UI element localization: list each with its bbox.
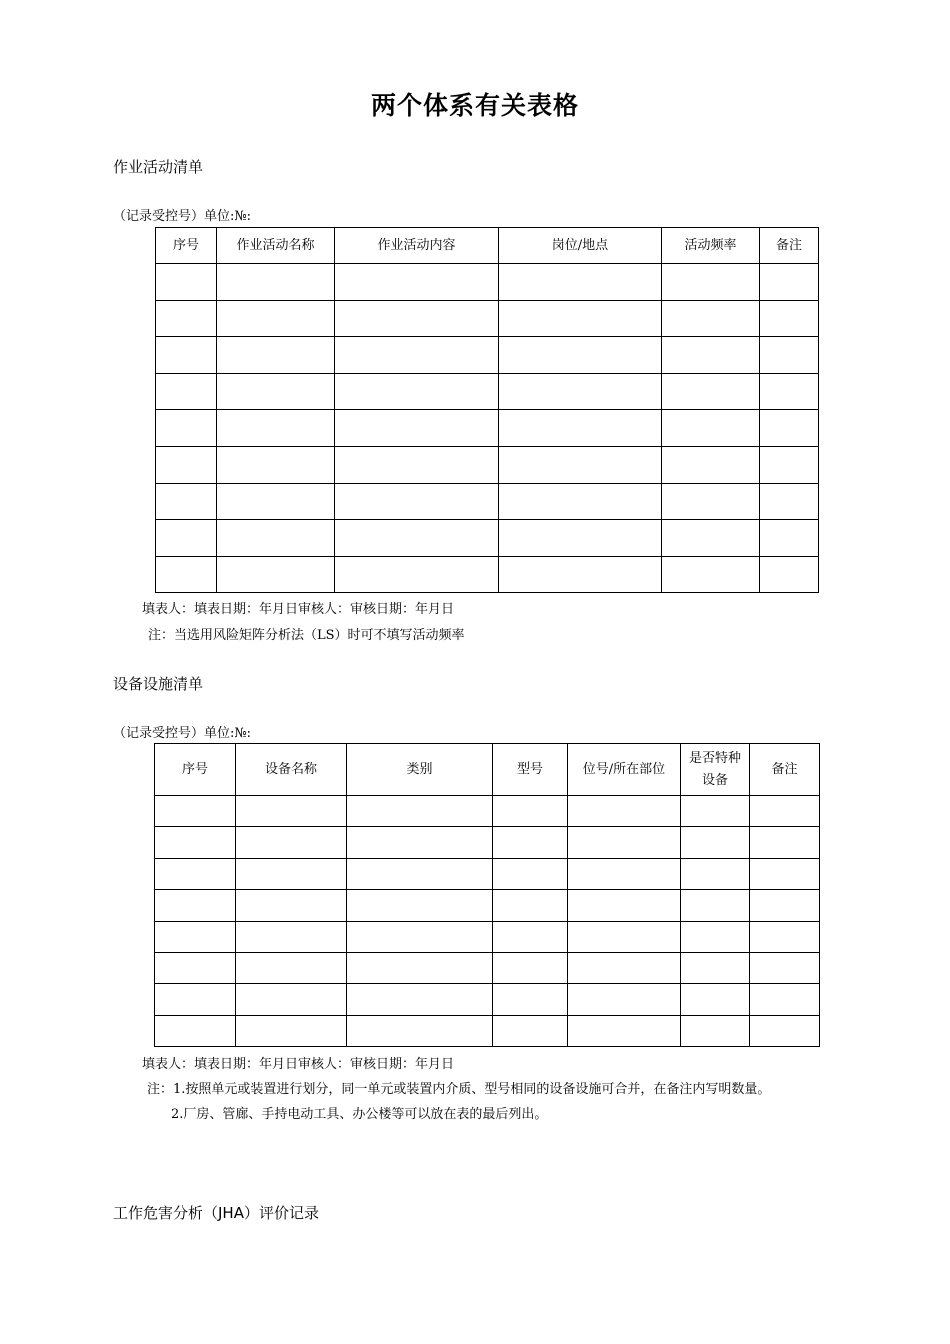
- table-cell[interactable]: [347, 1015, 493, 1046]
- column-header-post-location: 岗位/地点: [499, 228, 662, 264]
- table-cell[interactable]: [760, 337, 819, 374]
- table-cell[interactable]: [217, 264, 335, 301]
- table-cell[interactable]: [156, 373, 217, 410]
- table-cell[interactable]: [156, 446, 217, 483]
- column-header-activity-name: 作业活动名称: [217, 228, 335, 264]
- table-cell[interactable]: [156, 520, 217, 557]
- table-cell[interactable]: [156, 337, 217, 374]
- table-cell[interactable]: [760, 520, 819, 557]
- table-cell[interactable]: [335, 264, 499, 301]
- table-cell[interactable]: [499, 410, 662, 447]
- table-cell[interactable]: [217, 373, 335, 410]
- table-cell[interactable]: [681, 890, 750, 921]
- table-cell[interactable]: [347, 984, 493, 1015]
- table-row: [155, 796, 820, 827]
- table-cell[interactable]: [499, 373, 662, 410]
- table-cell[interactable]: [155, 952, 236, 983]
- column-header-equipment-name: 设备名称: [236, 744, 347, 796]
- table-cell[interactable]: [335, 520, 499, 557]
- column-header-category: 类别: [347, 744, 493, 796]
- special-equipment-label-line2: 设备: [701, 772, 728, 788]
- table-row: [155, 890, 820, 921]
- table-row: [155, 984, 820, 1015]
- table-cell[interactable]: [236, 1015, 347, 1046]
- table-cell[interactable]: [681, 827, 750, 858]
- table-cell[interactable]: [347, 858, 493, 889]
- table-cell[interactable]: [493, 921, 568, 952]
- table-cell[interactable]: [750, 796, 820, 827]
- table-cell[interactable]: [335, 337, 499, 374]
- table-cell[interactable]: [681, 984, 750, 1015]
- equipment-note-1: 注：1.按照单元或装置进行划分，同一单元或装置内介质、型号相同的设备设施可合并，在备注内写明数量。: [147, 1082, 771, 1097]
- table-cell[interactable]: [662, 446, 760, 483]
- table-row: [156, 373, 819, 410]
- table-cell[interactable]: [217, 410, 335, 447]
- table-cell[interactable]: [499, 446, 662, 483]
- table-cell[interactable]: [156, 483, 217, 520]
- equipment-list-table: [154, 743, 820, 1047]
- table-cell[interactable]: [499, 520, 662, 557]
- table-cell[interactable]: [568, 858, 681, 889]
- column-header-index: 序号: [156, 228, 217, 264]
- table-cell[interactable]: [499, 556, 662, 593]
- table-cell[interactable]: [760, 556, 819, 593]
- table-cell[interactable]: [236, 796, 347, 827]
- table-cell[interactable]: [568, 796, 681, 827]
- table-cell[interactable]: [217, 337, 335, 374]
- table-cell[interactable]: [662, 337, 760, 374]
- table-cell[interactable]: [760, 410, 819, 447]
- special-equipment-label-line1: 是否特种: [688, 750, 741, 766]
- table-cell[interactable]: [493, 890, 568, 921]
- table-cell[interactable]: [493, 1015, 568, 1046]
- table-cell[interactable]: [662, 483, 760, 520]
- table-cell[interactable]: [236, 858, 347, 889]
- table-cell[interactable]: [335, 446, 499, 483]
- table-row: [155, 952, 820, 983]
- table-cell[interactable]: [236, 984, 347, 1015]
- activity-record-line: （记录受控号）单位:№:: [113, 209, 252, 224]
- table-cell[interactable]: [335, 410, 499, 447]
- table-cell[interactable]: [760, 373, 819, 410]
- table-cell[interactable]: [499, 483, 662, 520]
- table-cell[interactable]: [347, 890, 493, 921]
- column-header-frequency: 活动频率: [662, 228, 760, 264]
- table-cell[interactable]: [568, 984, 681, 1015]
- table-cell[interactable]: [236, 827, 347, 858]
- table-cell[interactable]: [568, 827, 681, 858]
- table-cell[interactable]: [681, 858, 750, 889]
- table-cell[interactable]: [217, 446, 335, 483]
- table-cell[interactable]: [493, 796, 568, 827]
- table-cell[interactable]: [750, 890, 820, 921]
- table-row: [155, 827, 820, 858]
- table-cell[interactable]: [236, 890, 347, 921]
- table-cell[interactable]: [568, 952, 681, 983]
- table-cell[interactable]: [155, 858, 236, 889]
- table-cell[interactable]: [750, 921, 820, 952]
- table-row: [156, 300, 819, 337]
- jha-heading: 工作危害分析（JHA）评价记录: [113, 1204, 319, 1222]
- column-header-model: 型号: [493, 744, 568, 796]
- table-cell[interactable]: [750, 952, 820, 983]
- table-cell[interactable]: [681, 1015, 750, 1046]
- activity-signature-line: 填表人：填表日期：年月日审核人：审核日期：年月日: [142, 602, 455, 617]
- table-cell[interactable]: [155, 890, 236, 921]
- equipment-signature-line: 填表人：填表日期：年月日审核人：审核日期：年月日: [142, 1057, 455, 1072]
- table-cell[interactable]: [347, 796, 493, 827]
- table-row: [156, 483, 819, 520]
- table-cell[interactable]: [217, 556, 335, 593]
- equipment-note-2: 2.厂房、管廊、手持电动工具、办公楼等可以放在表的最后列出。: [171, 1107, 548, 1122]
- table-cell[interactable]: [568, 1015, 681, 1046]
- page-title: 两个体系有关表格: [370, 91, 579, 120]
- table-row: [155, 858, 820, 889]
- table-row: [155, 1015, 820, 1046]
- table-row: [156, 264, 819, 301]
- table-cell[interactable]: [217, 520, 335, 557]
- table-cell[interactable]: [499, 337, 662, 374]
- table-row: [155, 921, 820, 952]
- table-cell[interactable]: [335, 556, 499, 593]
- table-cell[interactable]: [681, 796, 750, 827]
- column-header-index: 序号: [155, 744, 236, 796]
- table-cell[interactable]: [236, 921, 347, 952]
- table-cell[interactable]: [155, 921, 236, 952]
- table-cell[interactable]: [335, 300, 499, 337]
- table-header-row: [156, 228, 819, 264]
- table-cell[interactable]: [156, 300, 217, 337]
- equipment-list-heading: 设备设施清单: [113, 675, 204, 693]
- table-cell[interactable]: [499, 264, 662, 301]
- table-cell[interactable]: [335, 373, 499, 410]
- table-cell[interactable]: [493, 952, 568, 983]
- table-cell[interactable]: [662, 556, 760, 593]
- table-cell[interactable]: [493, 984, 568, 1015]
- table-cell[interactable]: [217, 483, 335, 520]
- table-cell[interactable]: [662, 520, 760, 557]
- table-cell[interactable]: [347, 952, 493, 983]
- table-cell[interactable]: [156, 410, 217, 447]
- table-row: [156, 520, 819, 557]
- table-cell[interactable]: [750, 858, 820, 889]
- table-cell[interactable]: [335, 483, 499, 520]
- table-cell[interactable]: [217, 300, 335, 337]
- column-header-activity-content: 作业活动内容: [335, 228, 499, 264]
- table-cell[interactable]: [760, 300, 819, 337]
- column-header-special-equipment: [681, 744, 750, 796]
- table-cell[interactable]: [493, 858, 568, 889]
- table-cell[interactable]: [760, 264, 819, 301]
- table-cell[interactable]: [681, 952, 750, 983]
- table-row: [156, 556, 819, 593]
- activity-note: 注：当选用风险矩阵分析法（LS）时可不填写活动频率: [148, 628, 465, 643]
- table-row: [156, 446, 819, 483]
- activity-list-heading: 作业活动清单: [113, 158, 204, 176]
- table-cell[interactable]: [750, 984, 820, 1015]
- table-cell[interactable]: [156, 264, 217, 301]
- table-cell[interactable]: [662, 373, 760, 410]
- table-cell[interactable]: [155, 984, 236, 1015]
- table-cell[interactable]: [662, 410, 760, 447]
- equipment-record-line: （记录受控号）单位:№:: [113, 726, 252, 741]
- table-cell[interactable]: [155, 1015, 236, 1046]
- table-cell[interactable]: [236, 952, 347, 983]
- table-cell[interactable]: [155, 827, 236, 858]
- table-cell[interactable]: [347, 827, 493, 858]
- table-cell[interactable]: [156, 556, 217, 593]
- column-header-remarks: 备注: [760, 228, 819, 264]
- table-header-row: [155, 744, 820, 796]
- table-cell[interactable]: [347, 921, 493, 952]
- table-cell[interactable]: [662, 264, 760, 301]
- table-cell[interactable]: [760, 446, 819, 483]
- table-cell[interactable]: [681, 921, 750, 952]
- table-cell[interactable]: [760, 483, 819, 520]
- table-cell[interactable]: [493, 827, 568, 858]
- table-cell[interactable]: [155, 796, 236, 827]
- table-cell[interactable]: [750, 827, 820, 858]
- table-cell[interactable]: [750, 1015, 820, 1046]
- table-row: [156, 337, 819, 374]
- table-cell[interactable]: [499, 300, 662, 337]
- column-header-tag-location: 位号/所在部位: [568, 744, 681, 796]
- table-cell[interactable]: [662, 300, 760, 337]
- column-header-remarks: 备注: [750, 744, 820, 796]
- activity-list-table: [155, 227, 819, 593]
- table-row: [156, 410, 819, 447]
- table-cell[interactable]: [568, 921, 681, 952]
- table-cell[interactable]: [568, 890, 681, 921]
